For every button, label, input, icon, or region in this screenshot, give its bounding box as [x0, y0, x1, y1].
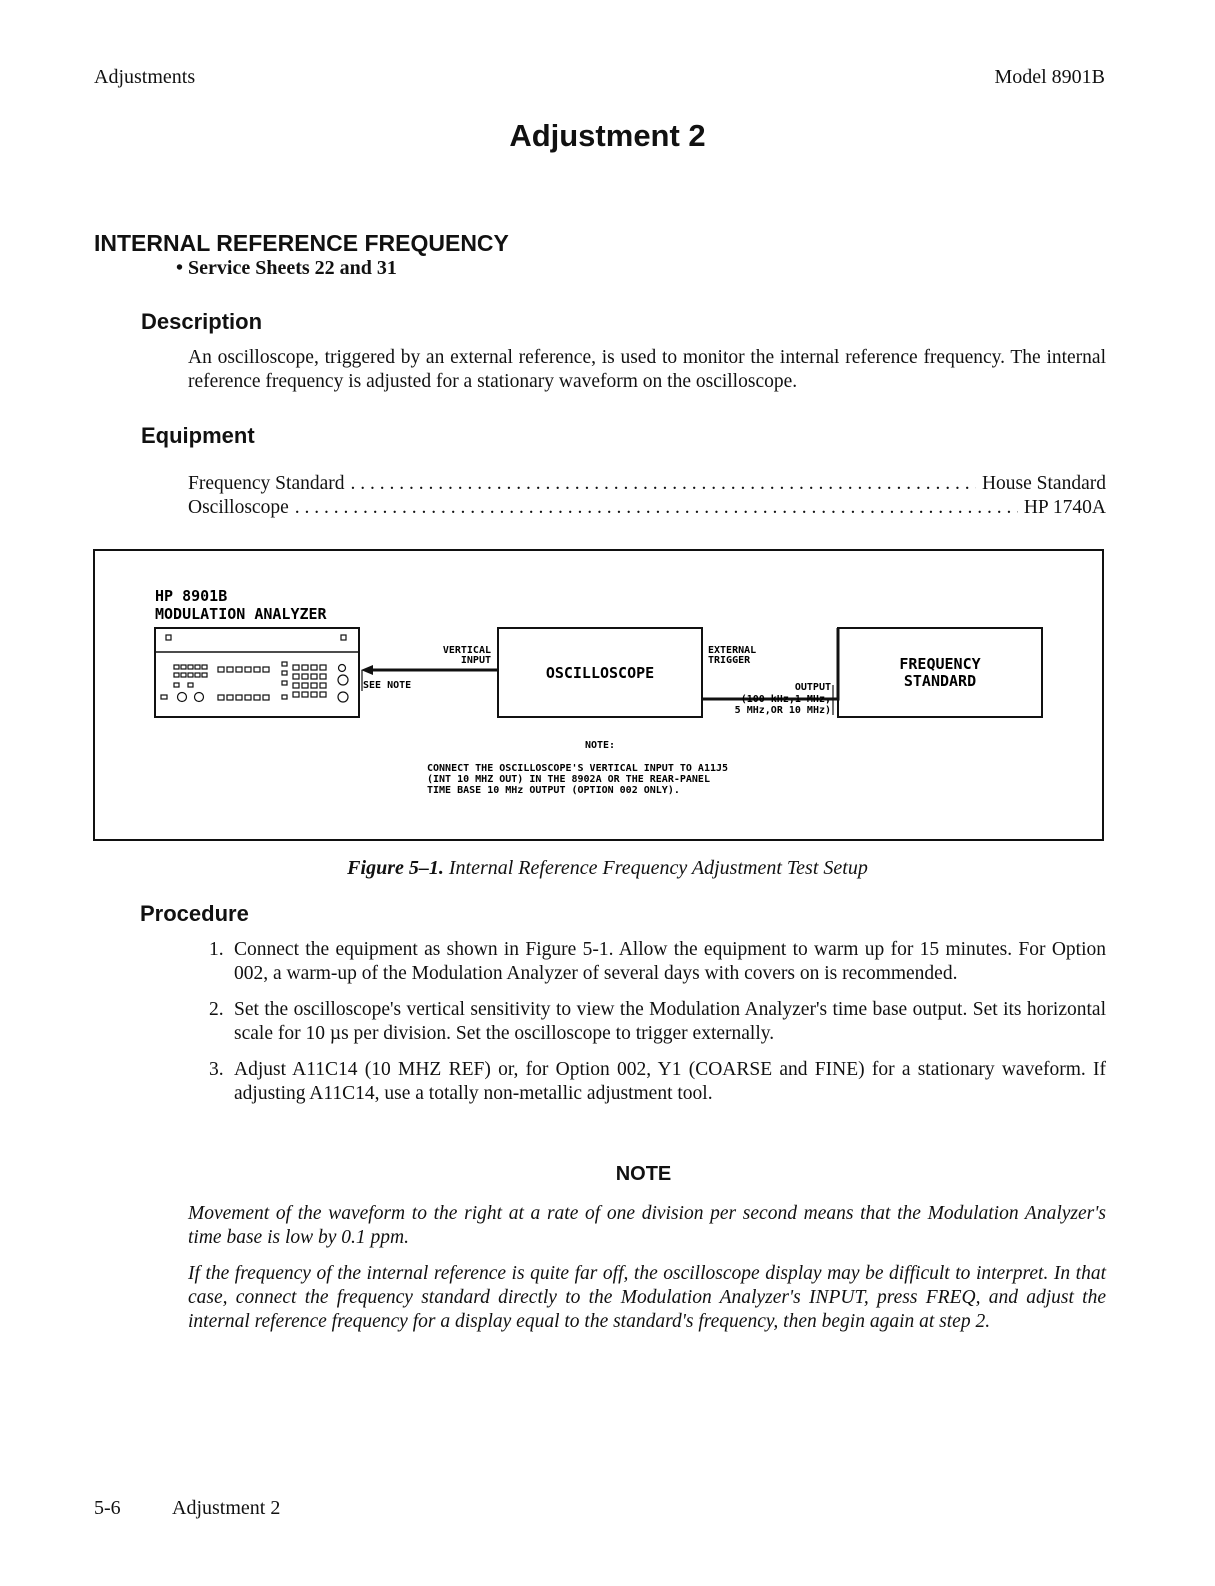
analyzer-label-line1: HP 8901B	[155, 587, 228, 605]
running-header-right: Model 8901B	[994, 66, 1105, 88]
step-number: 2.	[209, 999, 224, 1020]
figure-note-line3: TIME BASE 10 MHz OUTPUT (OPTION 002 ONLY).	[427, 785, 680, 796]
step-number: 1.	[209, 939, 224, 960]
analyzer-label-line2: MODULATION ANALYZER	[155, 605, 327, 623]
figure-caption	[0, 857, 1215, 880]
equipment-heading: Equipment	[141, 423, 255, 448]
figure-caption-text: Internal Reference Frequency Adjustment Test Setup	[448, 857, 868, 879]
oscilloscope-label: OSCILLOSCOPE	[545, 664, 655, 682]
frequency-standard-label-line1: FREQUENCY	[899, 655, 981, 673]
step-text: Adjust A11C14 (10 MHZ REF) or, for Option 002, Y1 (COARSE and FINE) for a stationary waveform. If adjusting A11C14, use a totally non-metallic adjustment tool.	[234, 1059, 1106, 1104]
analyzer-front-panel-icon	[161, 635, 348, 702]
note-paragraph-1: Movement of the waveform to the right at a rate of one division per second means that the Modulation Analyzer's time base is low by 0.1 ppm.	[188, 1203, 1106, 1248]
step-text: Set the oscilloscope's vertical sensitivity to view the Modulation Analyzer's time base output. Set its horizontal scale for 10 µs per division. Set the oscilloscope to trigger externally.	[234, 999, 1106, 1044]
equipment-name: Frequency Standard	[188, 473, 345, 494]
running-header-left: Adjustments	[94, 66, 196, 88]
vertical-input-label-line2: INPUT	[460, 655, 491, 666]
section-heading: INTERNAL REFERENCE FREQUENCY	[94, 230, 509, 256]
leader-dots	[351, 472, 976, 496]
output-label-line3: 5 MHz,OR 10 MHz)	[734, 705, 831, 716]
equipment-value: House Standard	[981, 473, 1106, 494]
procedure-heading: Procedure	[140, 901, 249, 926]
test-setup-figure	[93, 549, 1104, 841]
equipment-row	[188, 496, 1106, 520]
external-trigger-label-line2: TRIGGER	[708, 655, 751, 666]
external-trigger-label-line1: EXTERNAL	[708, 645, 757, 656]
test-setup-diagram	[95, 551, 1102, 839]
figure-note-label: NOTE:	[584, 740, 616, 751]
procedure-step	[209, 938, 1106, 986]
figure-note-line2: (INT 10 MHZ OUT) IN THE 8902A OR THE REAR-PANEL	[427, 774, 710, 785]
footer-title: Adjustment 2	[172, 1497, 281, 1519]
page-title: Adjustment 2	[509, 118, 706, 153]
see-note-label: SEE NOTE	[363, 680, 412, 691]
procedure-step	[209, 1058, 1106, 1106]
equipment-name: Oscilloscope	[188, 497, 289, 518]
leader-dots	[295, 496, 1018, 520]
note-paragraph-2: If the frequency of the internal reference is quite far off, the oscilloscope display may be difficult to interpret. In that case, connect the frequency standard directly to the Modulation Analyzer's INPUT, press FREQ, and adjust the internal reference frequency for a display equal to the standard's frequency, then begin again at step 2.	[188, 1263, 1106, 1332]
service-sheets-bullet	[176, 257, 397, 280]
output-label-line1: OUTPUT	[794, 682, 831, 693]
arrow-to-analyzer	[361, 665, 373, 675]
figure-note-line1: CONNECT THE OSCILLOSCOPE'S VERTICAL INPUT TO A11J5	[427, 763, 729, 774]
service-sheets-text: Service Sheets 22 and 31	[188, 257, 397, 279]
procedure-steps	[209, 938, 1106, 1118]
procedure-step	[209, 998, 1106, 1046]
vertical-input-label-line1: VERTICAL	[442, 645, 491, 656]
output-label-line2: (100 kHz,1 MHz,	[740, 694, 831, 705]
equipment-row	[188, 472, 1106, 496]
bullet-dot: •	[176, 257, 189, 279]
equipment-value: HP 1740A	[1023, 497, 1106, 518]
step-text: Connect the equipment as shown in Figure 5-1. Allow the equipment to warm up for 15 minutes. For Option 002, a warm-up of the Modulation Analyzer of several days with covers on is recommended.	[234, 939, 1106, 984]
frequency-standard-label-line2: STANDARD	[903, 672, 977, 690]
note-heading: NOTE	[615, 1163, 672, 1185]
description-heading: Description	[141, 309, 263, 334]
step-number: 3.	[209, 1059, 224, 1080]
description-text: An oscilloscope, triggered by an external reference, is used to monitor the internal reference frequency. The internal reference frequency is adjusted for a stationary waveform on the oscilloscope.	[188, 347, 1106, 392]
figure-caption-label: Figure 5–1.	[347, 857, 444, 879]
footer-page-number: 5-6	[94, 1497, 121, 1519]
